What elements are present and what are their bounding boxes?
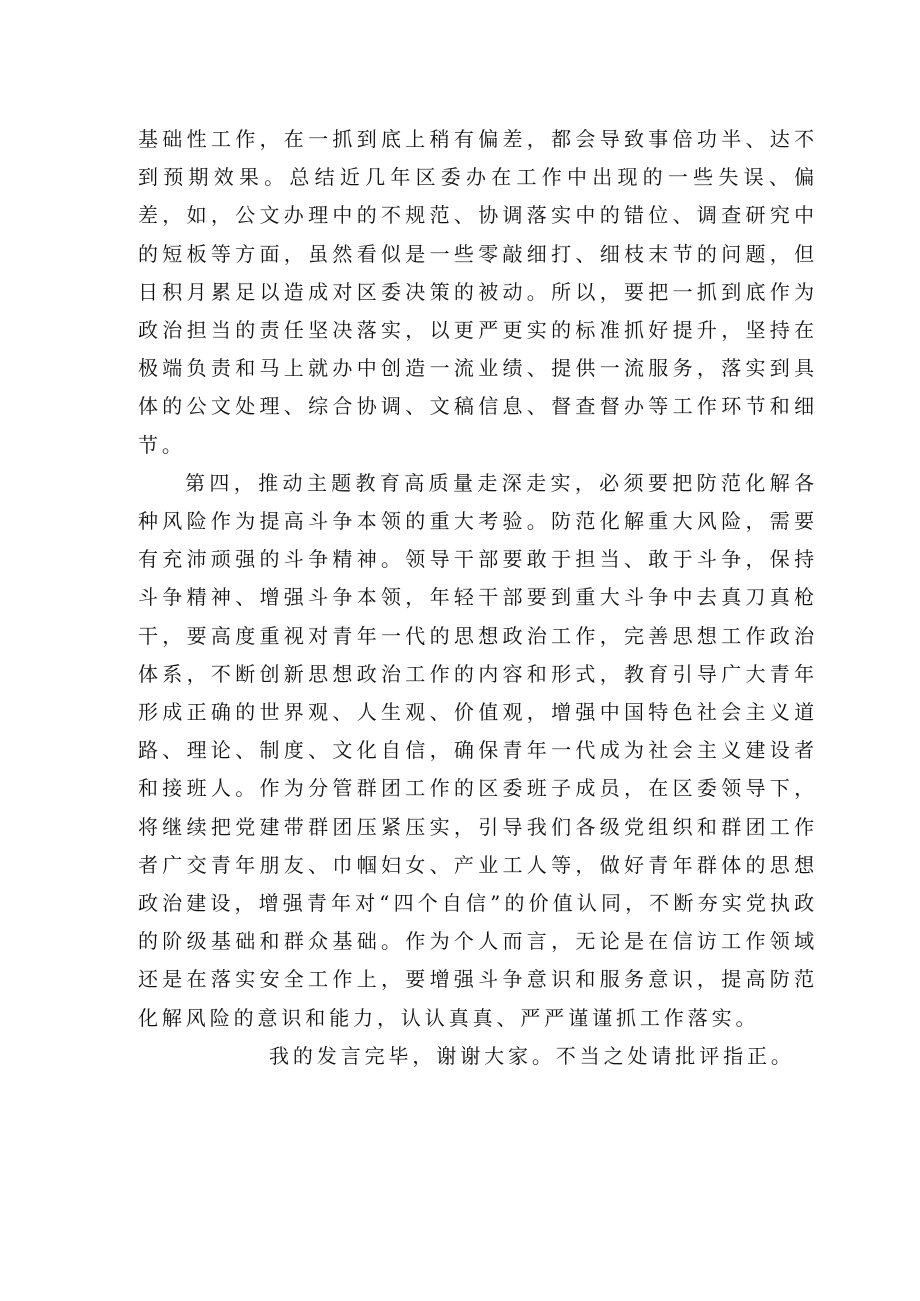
- paragraph-fourth-point: 第四，推动主题教育高质量走深走实，必须要把防范化解各种风险作为提高斗争本领的重大考验。防范化解重大风险，需要有充沛顽强的斗争精神。领导干部要敢于担当、敢于斗争，保持斗争精神、增强斗争本领，年轻干部要到重大斗争中去真刀真枪干，要高度重视对青年一代的思想政治工作，完善思想工作政治体系，不断创新思想政治工作的内容和形式，教育引导广大青年形成正确的世界观、人生观、价值观，增强中国特色社会主义道路、理论、制度、文化自信，确保青年一代成为社会主义建设者和接班人。作为分管群团工作的区委班子成员，在区委领导下，将继续把党建带群团压紧压实，引导我们各级党组织和群团工作者广交青年朋友、巾帼妇女、产业工人等，做好青年群体的思想政治建设，增强青年对“四个自信”的价值认同，不断夯实党执政的阶级基础和群众基础。作为个人而言，无论是在信访工作领域还是在落实安全工作上，要增强斗争意识和服务意识，提高防范化解风险的意识和能力，认认真真、严严谨谨抓工作落实。: [138, 470, 818, 1030]
- document-body: [138, 120, 818, 1075]
- paragraph-closing: 我的发言完毕，谢谢大家。不当之处请批评指正。: [269, 1043, 795, 1068]
- paragraph-continuation: 基础性工作，在一抓到底上稍有偏差，都会导致事倍功半、达不到预期效果。总结近几年区委办在工作中出现的一些失误、偏差，如，公文办理中的不规范、协调落实中的错位、调查研究中的短板等方面，虽然看似是一些零敲细打、细枝末节的问题，但日积月累足以造成对区委决策的被动。所以，要把一抓到底作为政治担当的责任坚决落实，以更严更实的标准抓好提升，坚持在极端负责和马上就办中创造一流业绩、提供一流服务，落实到具体的公文处理、综合协调、文稿信息、督查督办等工作环节和细节。: [138, 127, 818, 457]
